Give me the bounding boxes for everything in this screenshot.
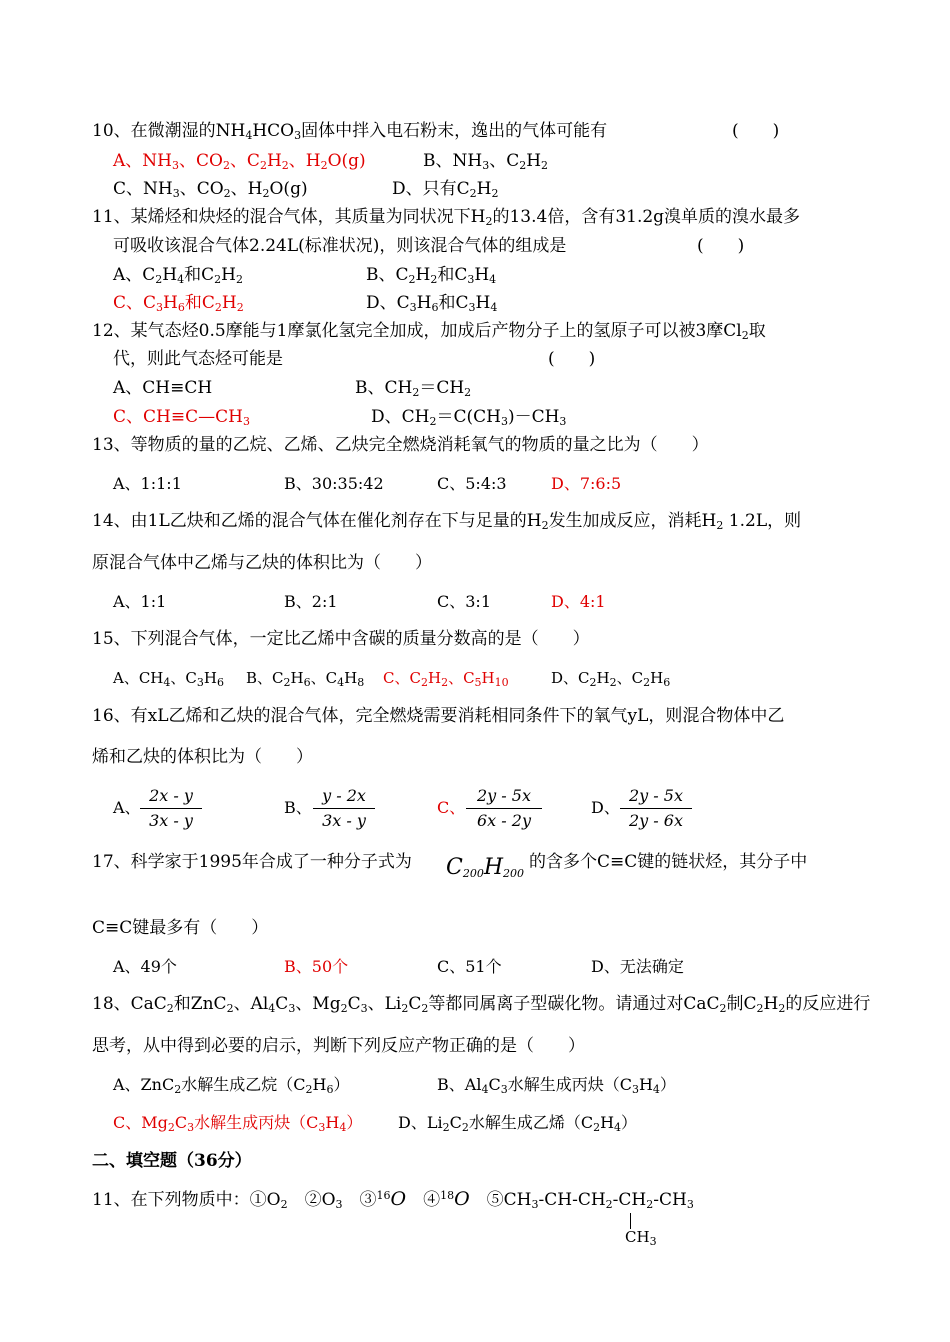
q12-paren: ( ) xyxy=(548,349,596,369)
q17-option-c: C、51个 xyxy=(437,957,502,976)
q12-option-c: C、$CH\equiv C—CH_3$ xyxy=(113,407,250,428)
q16-option-d-fraction xyxy=(620,786,692,831)
q13-option-a: A、1:1:1 xyxy=(113,474,182,493)
q11-stem-line2: 可吸收该混合气体2.24L(标准状况)，则该混合气体的组成是 xyxy=(113,236,567,256)
q17-option-d: D、无法确定 xyxy=(591,957,684,976)
q16-option-d-numerator: 2y - 5x xyxy=(629,786,683,805)
q16-option-b-denominator: 3x - y xyxy=(322,811,366,830)
q16-option-c-label: C、 xyxy=(437,798,466,817)
section-2-title: 二、填空题（36分） xyxy=(92,1151,252,1171)
q11-stem-line1: 11、某烯烃和炔烃的混合气体，其质量为同状况下$H_2$的13.4倍，含有31.2g溴单质的溴水最多 xyxy=(92,207,801,228)
q12-option-d: D、$CH_2=C(CH_3)-CH_3$ xyxy=(371,407,567,428)
q11b-stem: 11、在下列物质中：$①O_2$ $②O_3$ ③$^{16}$O ④$^{18}$O $⑤CH_3-CH-CH_2-CH_2-CH_3$ xyxy=(92,1188,694,1211)
q10-option-a: A、$NH_3$、$CO_2$、$C_2H_2$、$H_2O(g)$ xyxy=(113,151,366,172)
q16-option-a-fraction xyxy=(140,786,202,831)
q16-option-c-fraction xyxy=(466,786,542,831)
q16-stem-line1: 16、有xL乙烯和乙炔的混合气体，完全燃烧需要消耗相同条件下的氧气yL，则混合物体中乙 xyxy=(92,706,785,726)
q15-option-b: B、$C_2H_6$、$C_4H_8$ xyxy=(246,669,365,689)
q15-option-c: C、$C_2H_2$、$C_5H_{10}$ xyxy=(383,669,509,689)
q10-option-b: B、$NH_3$、$C_2H_2$ xyxy=(423,151,549,172)
q12-stem-line1: 12、某气态烃0.5摩能与1摩氯化氢完全加成，加成后产物分子上的氢原子可以被3摩$Cl_2$取 xyxy=(92,321,766,342)
q13-option-c: C、5:4:3 xyxy=(437,474,507,493)
q14-stem-line1: 14、由1L乙炔和乙烯的混合气体在催化剂存在下与足量的$H_2$发生加成反应，消耗$H_2$ 1.2L，则 xyxy=(92,511,802,532)
q14-option-c: C、3:1 xyxy=(437,592,491,611)
q11-option-c: C、$C_3H_6$和$C_2H_2$ xyxy=(113,293,244,314)
q15-option-d: D、$C_2H_2$、$C_2H_6$ xyxy=(551,669,671,689)
q17-stem-line2: C≡C键最多有（ ） xyxy=(92,918,269,938)
q17-stem-post: 的含多个C≡C键的链状烃，其分子中 xyxy=(529,852,808,872)
q17-option-b: B、50个 xyxy=(284,957,349,976)
q11-option-a: A、$C_2H_4$和$C_2H_2$ xyxy=(113,265,243,286)
q17-option-a: A、49个 xyxy=(113,957,177,976)
q18-option-a: A、ZnC$_2$水解生成乙烷$(C_2H_6)$ xyxy=(113,1075,350,1096)
q16-option-a-label: A、 xyxy=(113,798,141,817)
q10-paren: ( ) xyxy=(732,121,780,141)
q14-option-b: B、2:1 xyxy=(284,592,338,611)
q12-option-a: A、CH≡CH xyxy=(113,378,213,398)
q18-stem-line2: 思考，从中得到必要的启示，判断下列反应产物正确的是（ ） xyxy=(92,1036,585,1056)
q18-option-d: D、$Li_2C_2$水解生成乙烯$(C_2H_4)$ xyxy=(398,1113,638,1134)
q16-option-b-fraction xyxy=(313,786,375,831)
q14-option-a: A、1:1 xyxy=(113,592,167,611)
q16-option-a-numerator: 2x - y xyxy=(149,786,193,805)
q14-stem-line2: 原混合气体中乙烯与乙炔的体积比为（ ） xyxy=(92,553,432,573)
q18-option-b: B、$Al_4C_3$水解生成丙炔$(C_3H_4)$ xyxy=(437,1075,676,1096)
q10-option-d: D、只有$C_2H_2$ xyxy=(392,179,499,200)
q11-option-d: D、$C_3H_6$和$C_3H_4$ xyxy=(366,293,498,314)
q16-option-d-label: D、 xyxy=(591,798,620,817)
q16-stem-line2: 烯和乙炔的体积比为（ ） xyxy=(92,747,313,767)
q14-option-d: D、4:1 xyxy=(551,592,606,611)
q16-option-a-denominator: 3x - y xyxy=(149,811,193,830)
q16-option-b-numerator: y - 2x xyxy=(322,786,366,805)
q10-stem: 10、在微潮湿的$NH_4HCO_3$固体中拌入电石粉末，逸出的气体可能有 xyxy=(92,121,608,142)
q18-stem-line1: 18、CaC$_2$和ZnC$_2$、$Al_4C_3$、$Mg_2C_3$、$Li_2C_2$等都同属离子型碳化物。请通过对CaC$_2$制$C_2H_2$的反应进行 xyxy=(92,994,871,1015)
q16-option-c-numerator: 2y - 5x xyxy=(477,786,531,805)
q11-option-b: B、$C_2H_2$和$C_3H_4$ xyxy=(366,265,497,286)
q17-stem-pre: 17、科学家于1995年合成了一种分子式为 xyxy=(92,852,412,872)
q16-option-d-denominator: 2y - 6x xyxy=(629,811,683,830)
q12-option-b: B、$CH_2=CH_2$ xyxy=(355,378,472,399)
q13-stem: 13、等物质的量的乙烷、乙烯、乙炔完全燃烧消耗氧气的物质的量之比为（ ） xyxy=(92,435,709,455)
q16-option-c-denominator: 6x - 2y xyxy=(477,811,531,830)
q17-formula: $C_{200}H_{200}$ xyxy=(446,855,525,880)
q15-option-a: A、$CH_4$、$C_3H_6$ xyxy=(113,669,224,689)
q11-paren: ( ) xyxy=(697,236,745,256)
q18-option-c: C、$Mg_2C_3$水解生成丙炔$(C_3H_4)$ xyxy=(113,1113,363,1134)
q13-option-d: D、7:6:5 xyxy=(551,474,622,493)
q15-stem: 15、下列混合气体，一定比乙烯中含碳的质量分数高的是（ ） xyxy=(92,629,590,649)
q16-option-b-label: B、 xyxy=(284,798,312,817)
q12-stem-line2: 代，则此气态烃可能是 xyxy=(113,349,283,369)
q10-option-c: C、$NH_3$、$CO_2$、$H_2O(g)$ xyxy=(113,179,308,200)
q13-option-b: B、30:35:42 xyxy=(284,474,384,493)
q11b-branch: $CH_3$ xyxy=(625,1228,657,1248)
